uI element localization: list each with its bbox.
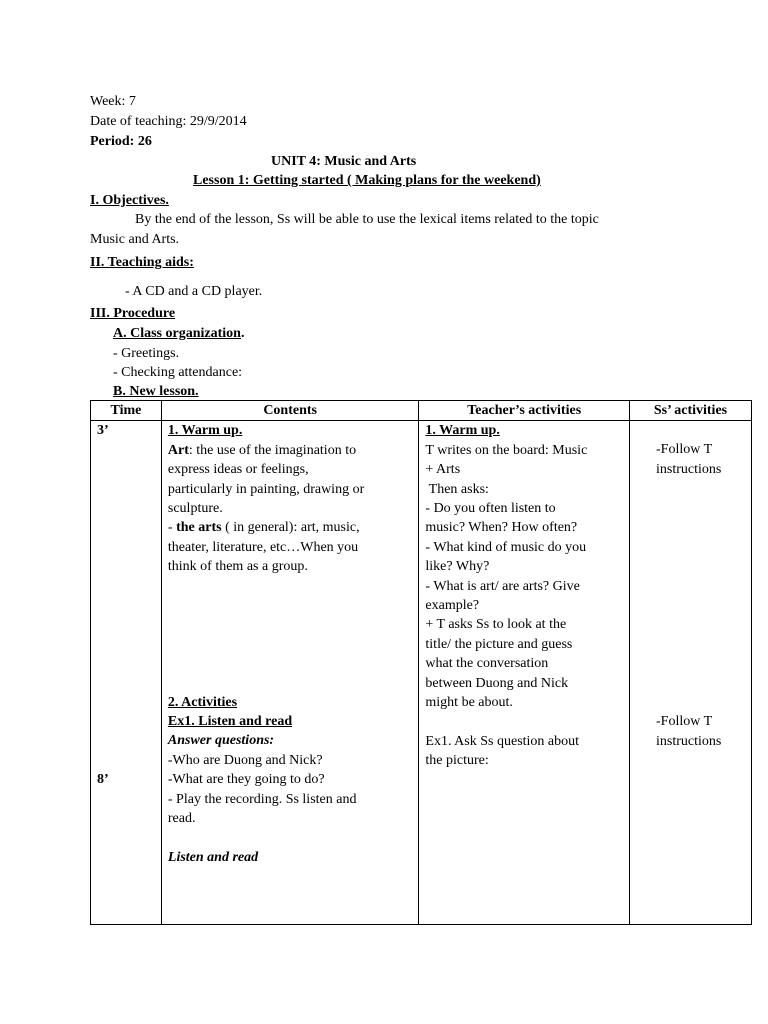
lesson-title: Lesson 1: Getting started ( Making plans for the weekend): [193, 173, 541, 188]
teacher-line: - Do you often listen to: [425, 501, 556, 517]
time-cell-inner: [97, 421, 161, 924]
question-2: -What are they going to do?: [167, 772, 325, 788]
teacher-line: - What kind of music do you: [425, 539, 587, 555]
teacher-line: title/ the picture and guess: [425, 636, 573, 652]
art-term: Art: [167, 442, 189, 458]
teacher-line: + Arts: [425, 462, 461, 478]
lesson-plan-table: [90, 400, 752, 925]
students-cell-inner: [636, 440, 751, 751]
class-organization-dot: .: [240, 326, 245, 341]
contents-warmup-heading: 1. Warm up.: [167, 423, 243, 439]
header-time: Time: [91, 401, 162, 421]
teacher-cell: [419, 421, 630, 925]
teaching-aids-heading: II. Teaching aids:: [90, 255, 194, 270]
procedure-heading: [90, 304, 175, 323]
teacher-spacer: [425, 713, 629, 732]
students-line: instructions: [656, 733, 722, 749]
header-contents: Contents: [161, 401, 419, 421]
date-of-teaching: Date of teaching: 29/9/2014: [90, 114, 247, 129]
table-row: [91, 421, 752, 925]
art-def-2: express ideas or feelings,: [167, 462, 309, 478]
art-def-4: sculpture.: [167, 501, 223, 517]
arts-def-2: theater, literature, etc…When you: [167, 539, 359, 555]
unit-title: UNIT 4: Music and Arts: [271, 154, 417, 169]
contents-spacer-2: [168, 829, 419, 848]
ex1-heading: Ex1. Listen and read: [167, 714, 293, 730]
students-line: -Follow T: [656, 714, 713, 730]
teacher-line: Then asks:: [425, 481, 489, 497]
arts-def-3: think of them as a group.: [167, 559, 308, 575]
teacher-line: example?: [425, 598, 480, 614]
teacher-line: might be about.: [425, 695, 513, 711]
answer-questions: Answer questions:: [167, 733, 275, 749]
students-line: -Follow T: [656, 442, 713, 458]
art-def-3: particularly in painting, drawing or: [167, 481, 365, 497]
class-organization-heading: [113, 324, 244, 343]
objectives-text-2: Music and Arts.: [90, 232, 180, 247]
teacher-line: music? When? How often?: [425, 520, 578, 536]
teacher-ex1-line: the picture:: [425, 752, 489, 768]
objectives-text-1: By the end of the lesson, Ss will be able to use the lexical items related to the topic: [135, 212, 599, 227]
teacher-ex1-line: Ex1. Ask Ss question about: [425, 733, 580, 749]
arts-def-1: ( in general): art, music,: [221, 520, 360, 536]
objectives-heading: I. Objectives.: [90, 193, 169, 208]
contents-spacer: [168, 577, 419, 693]
new-lesson-heading: B. New lesson.: [113, 384, 199, 399]
arts-term: the arts: [176, 520, 222, 536]
time-cell: [91, 421, 162, 925]
play-recording-1: - Play the recording. Ss listen and: [167, 791, 357, 807]
time-1: 3’: [97, 423, 109, 439]
activities-heading: 2. Activities: [167, 694, 238, 710]
greetings-item: - Greetings.: [113, 346, 180, 361]
teacher-line: between Duong and Nick: [425, 675, 569, 691]
teacher-line: - What is art/ are arts? Give: [425, 578, 580, 594]
question-1: -Who are Duong and Nick?: [167, 752, 323, 768]
art-definition: [168, 441, 419, 460]
week-label: Week: 7: [90, 94, 136, 109]
teacher-line: what the conversation: [425, 656, 549, 672]
students-cell: [630, 421, 752, 925]
teacher-line: T writes on the board: Music: [425, 442, 588, 458]
contents-cell: [161, 421, 419, 925]
period-label: Period: 26: [90, 134, 152, 149]
students-spacer: [656, 479, 751, 712]
arts-prefix: -: [167, 520, 177, 536]
procedure-heading-text: III. Procedure: [90, 306, 176, 321]
teacher-warmup-heading: 1. Warm up.: [425, 423, 500, 439]
table-header-row: [91, 401, 752, 421]
teacher-line: + T asks Ss to look at the: [425, 617, 567, 633]
time-2: 8’: [97, 772, 109, 788]
art-def-1: : the use of the imagination to: [188, 442, 357, 458]
listen-and-read: Listen and read: [167, 849, 259, 865]
arts-definition: [168, 518, 419, 537]
attendance-item: - Checking attendance:: [113, 365, 243, 380]
students-line: instructions: [656, 461, 722, 477]
header-students: Ss’ activities: [630, 401, 752, 421]
class-organization-text: A. Class organization: [113, 326, 241, 341]
teacher-line: like? Why?: [425, 559, 490, 575]
teaching-aids-item: - A CD and a CD player.: [125, 284, 263, 299]
header-teacher: Teacher’s activities: [419, 401, 630, 421]
play-recording-2: read.: [167, 811, 196, 827]
